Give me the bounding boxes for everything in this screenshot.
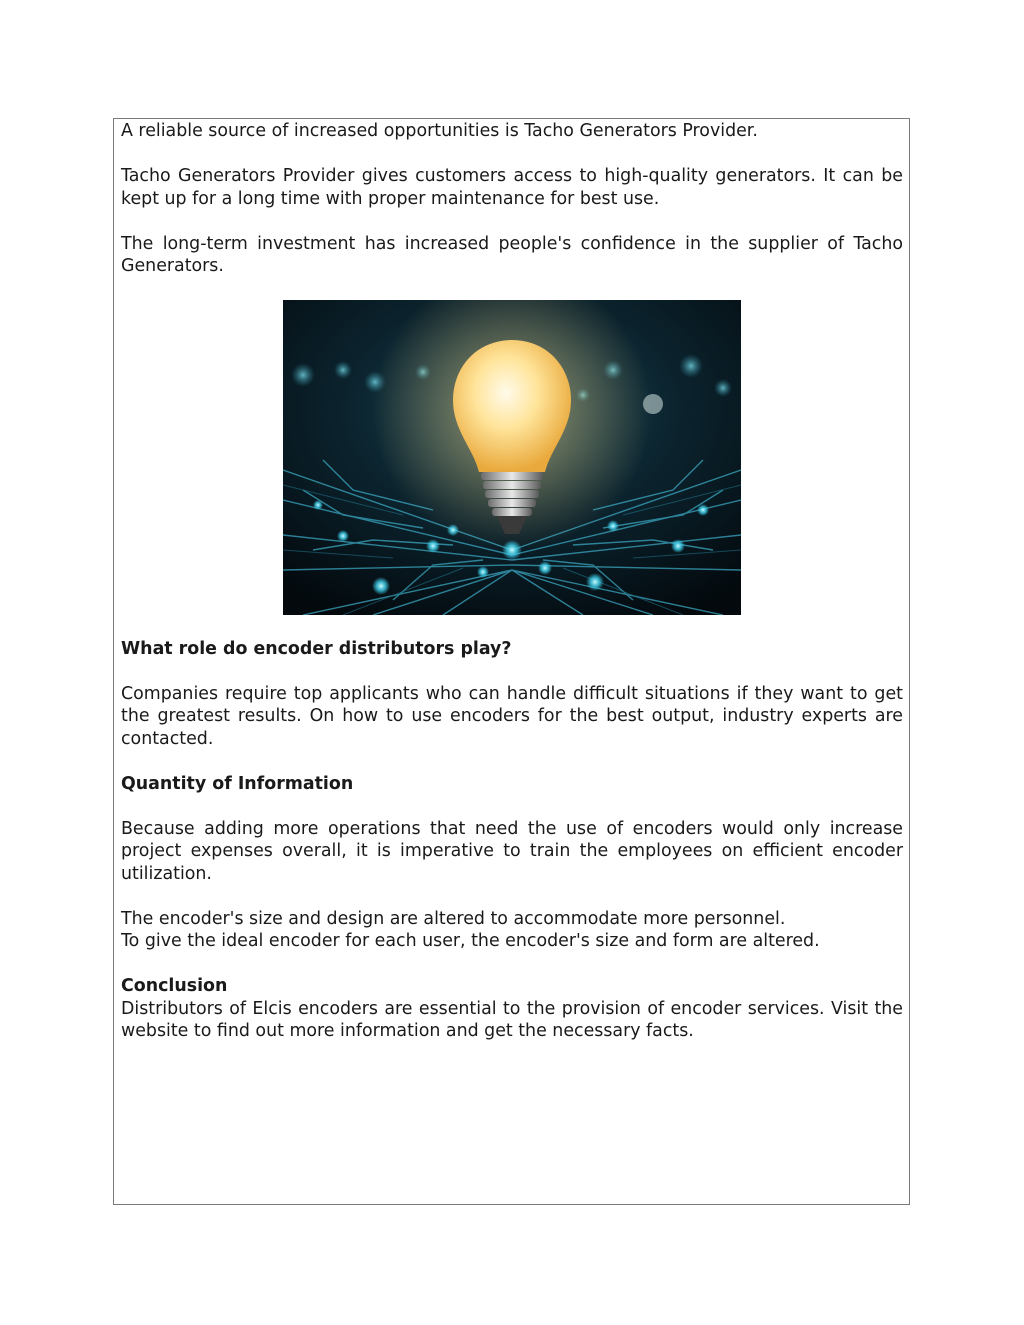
- lightbulb-circuit-image: [283, 300, 741, 615]
- line-encoder-size-form: To give the ideal encoder for each user, the encoder's size and form are altered.: [121, 931, 820, 951]
- line-encoder-size-design: The encoder's size and design are altered to accommodate more personnel.: [121, 908, 786, 929]
- heading-encoder-role: What role do encoder distributors play?: [121, 638, 512, 659]
- paragraph-encoder-role: Companies require top applicants who can handle difficult situations if they want to get the greatest results. On how to use encoders for the best output, industry experts are contacted.: [121, 683, 903, 749]
- heading-conclusion: Conclusion: [121, 976, 228, 996]
- paragraph-conclusion: Distributors of Elcis encoders are essential to the provision of encoder services. Visit the website to find out more information and get the necessary facts.: [121, 998, 903, 1041]
- intro-paragraph-3: The long-term investment has increased people's confidence in the supplier of Tacho Generators.: [121, 233, 903, 276]
- intro-paragraph-2: Tacho Generators Provider gives customers access to high-quality generators. It can be kept up for a long time with proper maintenance for best use.: [121, 166, 903, 209]
- intro-paragraph-1: A reliable source of increased opportunities is Tacho Generators Provider.: [121, 121, 758, 141]
- heading-quantity-information: Quantity of Information: [121, 773, 354, 794]
- lightbulb-circuit-icon: [283, 300, 741, 615]
- paragraph-quantity-information: Because adding more operations that need the use of encoders would only increase project expenses overall, it is imperative to train the employees on efficient encoder utilization.: [121, 818, 903, 884]
